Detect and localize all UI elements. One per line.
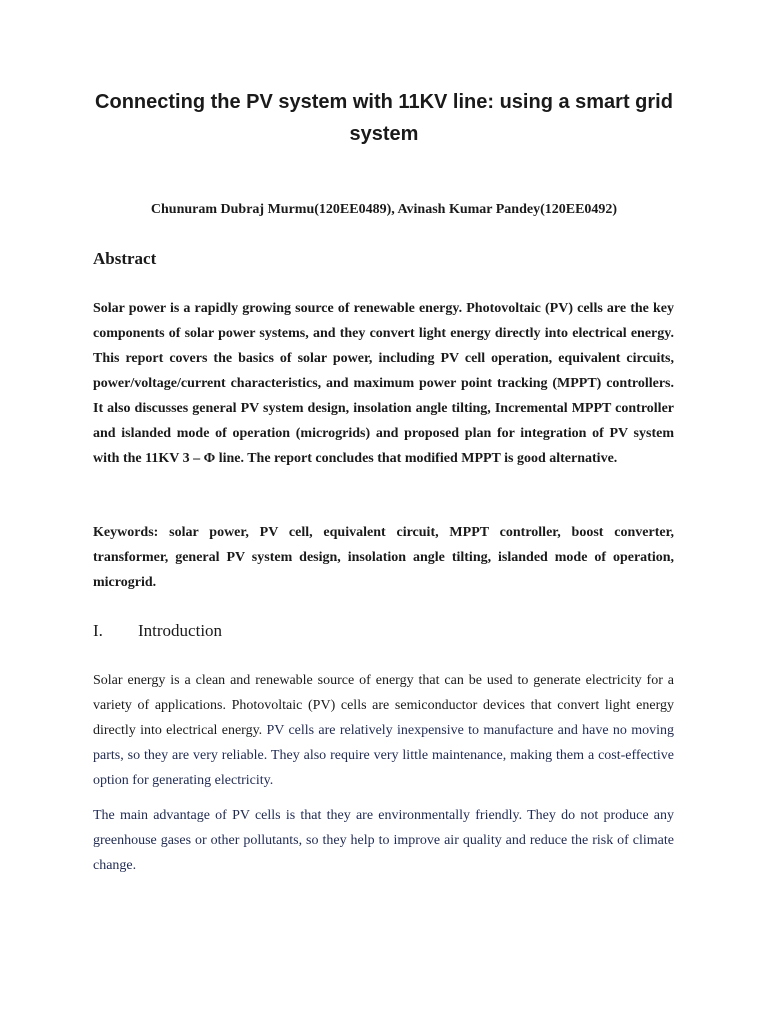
- abstract-body: Solar power is a rapidly growing source of renewable energy. Photovoltaic (PV) cells are the key components of solar power systems, and they convert light energy directly into electrical energy. This report covers the basics of solar power, including PV cell operation, equivalent circuits, power/voltage/current characteristics, and maximum power point tracking (MPPT) controllers. It also discusses general PV system design, insolation angle tilting, Incremental MPPT controller and islanded mode of operation (microgrids) and proposed plan for integration of PV system with the 11KV 3 – Φ line. The report concludes that modified MPPT is good alternative.: [93, 301, 674, 466]
- keywords-paragraph: Keywords: solar power, PV cell, equivalent circuit, MPPT controller, boost converter, transformer, general PV system design, insolation angle tilting, islanded mode of operation, microgrid.: [93, 525, 674, 590]
- author-list: Chunuram Dubraj Murmu(120EE0489), Avinash Kumar Pandey(120EE0492): [150, 202, 618, 217]
- intro-paragraph-2-text: The main advantage of PV cells is that they are environmentally friendly. They do not produce any greenhouse gases or other pollutants, so they help to improve air quality and reduce the risk of climate change.: [93, 808, 674, 873]
- abstract-heading: Abstract: [93, 249, 157, 268]
- intro-paragraph-1: [93, 668, 674, 793]
- section-number: I.: [93, 621, 103, 640]
- intro-paragraph-1-text-b: PV cells are relatively inexpensive to manufacture and have no moving parts, so they are very reliable. They also require very little maintenance, making them a cost-effective option for generating electricity.: [93, 723, 674, 788]
- intro-paragraph-1-text-a: Solar energy is a clean and renewable source of energy that can be used to generate electricity for a variety of applications. Photovoltaic (PV) cells are semiconductor devices that convert light energy directly into electrical energy.: [93, 673, 674, 738]
- section-title: Introduction: [138, 621, 223, 640]
- section-heading-introduction: [93, 621, 222, 641]
- intro-paragraph-2: [93, 803, 674, 878]
- paper-title: Connecting the PV system with 11KV line: using a smart grid system: [95, 91, 673, 145]
